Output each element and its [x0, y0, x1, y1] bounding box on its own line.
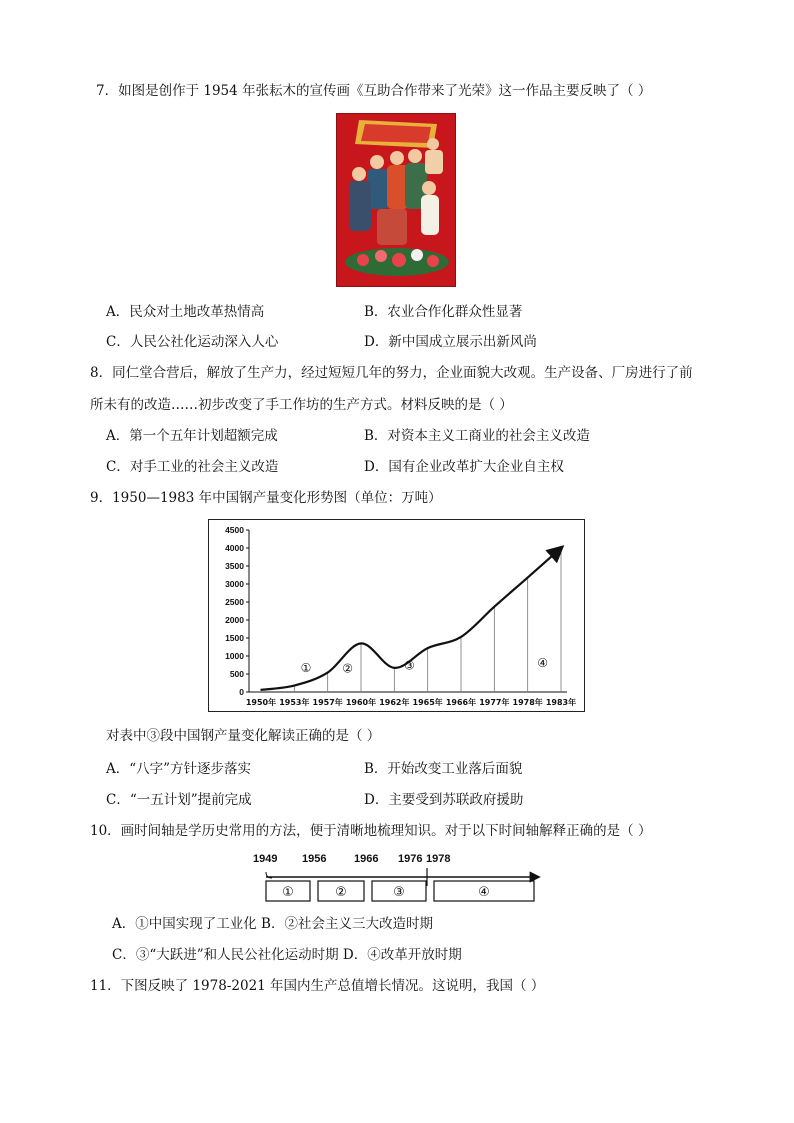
steel-output-chart-svg	[209, 520, 584, 711]
y-tick-label-4000: 4000	[225, 543, 244, 553]
data-point-4	[394, 667, 396, 669]
segment-label-2: ②	[342, 661, 354, 676]
q8-option-d: D．国有企业改革扩大企业自主权	[364, 459, 564, 475]
x-tick-label-4: 1962年	[379, 698, 410, 707]
timeline-segment-4: ④	[478, 885, 490, 900]
q9-option-b: B．开始改变工业落后面貌	[364, 761, 523, 777]
y-tick-label-1500: 1500	[225, 633, 244, 643]
y-tick-label-2500: 2500	[225, 597, 244, 607]
y-tick-label-4500: 4500	[225, 525, 244, 535]
segment-label-1: ①	[300, 661, 312, 676]
timeline-year-1956: 1956	[302, 853, 327, 865]
data-point-0	[260, 689, 262, 691]
q7-option-b: B．农业合作化群众性显著	[364, 304, 523, 320]
question-11-stem: 11．下图反映了 1978-2021 年国内生产总值增长情况。这说明，我国（ ）	[90, 978, 545, 994]
y-tick-label-2000: 2000	[225, 615, 244, 625]
segment-label-3: ③	[403, 658, 415, 673]
timeline-segment-1: ①	[282, 885, 294, 900]
q8-option-a: A．第一个五年计划超额完成	[106, 428, 278, 444]
timeline-year-1949: 1949	[253, 853, 278, 865]
y-tick-label-500: 500	[229, 669, 244, 679]
history-timeline-svg	[252, 850, 542, 912]
poster-illustration	[337, 114, 456, 287]
q9-option-d: D．主要受到苏联政府援助	[364, 792, 524, 808]
segment-label-4: ④	[537, 655, 549, 670]
data-point-3	[360, 643, 362, 645]
timeline-year-1976: 1976	[398, 853, 423, 865]
data-point-7	[494, 606, 496, 608]
question-7-stem: 7．如图是创作于 1954 年张耘木的宣传画《互助合作带来了光荣》这一作品主要反映了（ ）	[96, 83, 652, 99]
q8-option-b: B．对资本主义工商业的社会主义改造	[364, 428, 590, 444]
data-point-2	[327, 672, 329, 674]
q9-option-a: A．“八字”方针逐步落实	[106, 761, 252, 777]
question-9-prompt: 对表中③段中国钢产量变化解读正确的是（ ）	[106, 728, 381, 744]
propaganda-poster-image	[336, 113, 456, 287]
timeline-segment-3: ③	[393, 885, 405, 900]
x-tick-label-8: 1978年	[512, 698, 543, 707]
x-tick-label-5: 1965年	[412, 698, 443, 707]
y-tick-label-1000: 1000	[225, 651, 244, 661]
q8-option-c: C．对手工业的社会主义改造	[106, 459, 279, 475]
x-tick-label-0: 1950年	[245, 698, 277, 707]
timeline-year-1978: 1978	[426, 853, 451, 865]
question-8-stem-line2: 所未有的改造……初步改变了手工作坊的生产方式。材料反映的是（ ）	[90, 397, 513, 413]
x-tick-label-2: 1957年	[312, 698, 343, 707]
x-tick-label-9: 1983年	[545, 698, 577, 707]
y-tick-label-3000: 3000	[225, 579, 244, 589]
y-tick-label-0: 0	[239, 687, 244, 697]
data-point-6	[460, 636, 462, 638]
q7-option-c: C．人民公社化运动深入人心	[106, 334, 279, 350]
timeline-segment-2: ②	[335, 885, 347, 900]
timeline-year-1966: 1966	[354, 853, 379, 865]
x-tick-label-1: 1953年	[279, 698, 310, 707]
data-point-9	[560, 547, 562, 549]
q9-option-c: C．“一五计划”提前完成	[106, 792, 252, 808]
x-tick-label-3: 1960年	[345, 698, 377, 707]
q10-options-ab: A．①中国实现了工业化 B．②社会主义三大改造时期	[112, 916, 433, 932]
question-8-stem-line1: 8．同仁堂合营后，解放了生产力，经过短短几年的努力，企业面貌大改观。生产设备、厂房进行了前	[90, 365, 693, 381]
steel-output-chart	[208, 519, 585, 712]
q7-option-a: A．民众对土地改革热情高	[106, 304, 265, 320]
data-point-1	[294, 685, 296, 687]
data-point-8	[527, 577, 529, 579]
x-tick-label-6: 1966年	[445, 698, 477, 707]
y-tick-label-3500: 3500	[225, 561, 244, 571]
history-timeline	[252, 850, 542, 912]
q10-options-cd: C．③“大跃进”和人民公社化运动时期 D．④改革开放时期	[112, 947, 462, 963]
data-point-5	[427, 647, 429, 649]
question-10-stem: 10．画时间轴是学历史常用的方法，便于清晰地梳理知识。对于以下时间轴解释正确的是（ ）	[90, 823, 652, 839]
question-9-stem: 9．1950—1983 年中国钢产量变化形势图（单位：万吨）	[90, 490, 442, 506]
q7-option-d: D．新中国成立展示出新风尚	[364, 334, 537, 350]
x-tick-label-7: 1977年	[479, 698, 510, 707]
